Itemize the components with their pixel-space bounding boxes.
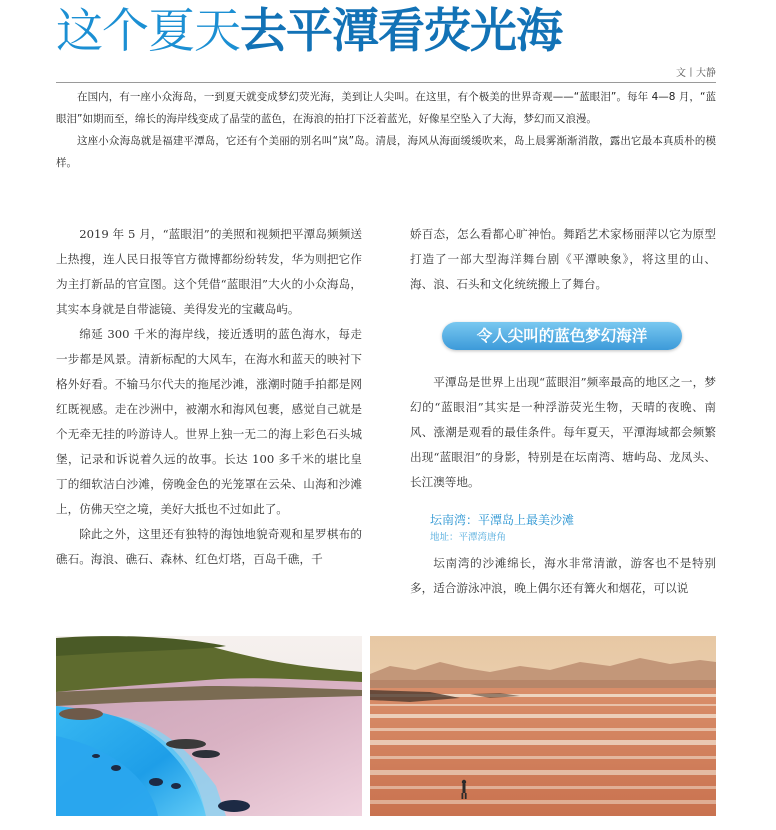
body-paragraph: 绵延 300 千米的海岸线，接近透明的蓝色海水，每走一步都是风景。清新标配的大风车，在海水和蓝天的映衬下格外好看。不输马尔代夫的拖尾沙滩，涨潮时随手拍都是网红既视感。走在沙洲中，被潮水和海风包裹，感觉自己就是个无牵无挂的吟游诗人。世界上独一无二的海上彩色石头城堡，记录和诉说着久远的故事。长达 100 多千米的堪比皇丁的细软洁白沙滩，傍晚金色的光笼罩在云朵、山海和沙滩上，仿佛天空之境，美好大抵也不过如此了。: [56, 327, 362, 516]
section-subheading: 坛南湾：平潭岛上最美沙滩: [430, 513, 575, 527]
title-bold: 去平潭看荧光海: [240, 4, 562, 59]
tannan-bay-sunset-photo: [370, 636, 716, 816]
body-paragraph: 除此之外，这里还有独特的海蚀地貌奇观和星罗棋布的礁石。海浪、礁石、森林、红色灯塔，百岛千礁，千: [56, 527, 362, 566]
body-paragraph: 平潭岛是世界上出现“蓝眼泪”频率最高的地区之一，梦幻的“蓝眼泪”其实是一种浮游荧光生物，天晴的夜晚、南风、涨潮是观看的最佳条件。每年夏天，平潭海域都会频繁出现“蓝眼泪”的身影，特别是在坛南湾、塘屿岛、龙凤头、长江澳等地。: [410, 375, 716, 489]
body-paragraph: 2019 年 5 月，“蓝眼泪”的美照和视频把平潭岛频频送上热搜，连人民日报等官方微博都纷纷转发，华为则把它作为主打新品的官宣图。这个凭借“蓝眼泪”大火的小众海岛，其实本身就是自带滤镜、美得发光的宝藏岛屿。: [56, 227, 362, 316]
left-column: [56, 222, 362, 572]
blue-tears-beach-photo: [56, 636, 362, 816]
intro-section: [56, 86, 716, 174]
address-line: 地址：平潭湾唐角: [430, 532, 507, 543]
title-light: 这个夏天: [56, 4, 240, 59]
page-title: [56, 2, 562, 62]
body-paragraph: 坛南湾的沙滩绵长，海水非常清澈，游客也不是特别多，适合游泳冲浪，晚上偶尔还有篝火和烟花，可以说: [410, 556, 716, 595]
author-credit: 文丨大静: [676, 68, 716, 79]
right-column: [410, 222, 716, 601]
section-banner: 令人尖叫的蓝色梦幻海洋: [442, 322, 682, 350]
intro-paragraph: 这座小众海岛就是福建平潭岛，它还有个美丽的别名叫“岚”岛。清晨，海风从海面缓缓吹来，岛上晨雾渐渐消散，露出它最本真质朴的模样。: [56, 135, 716, 169]
body-paragraph-continued: 娇百态，怎么看都心旷神怡。舞蹈艺术家杨丽萍以它为原型打造了一部大型海洋舞台剧《平潭映象》，将这里的山、海、浪、石头和文化统统搬上了舞台。: [410, 227, 716, 291]
intro-paragraph: 在国内，有一座小众海岛，一到夏天就变成梦幻荧光海，美到让人尖叫。在这里，有个极美的世界奇观——“蓝眼泪”。每年 4—8 月，“蓝眼泪”如期而至，绵长的海岸线变成了晶莹的蓝色，在海浪的拍打下泛着蓝光，好像星空坠入了大海，梦幻而又浪漫。: [56, 91, 716, 125]
title-rule: [56, 82, 716, 83]
